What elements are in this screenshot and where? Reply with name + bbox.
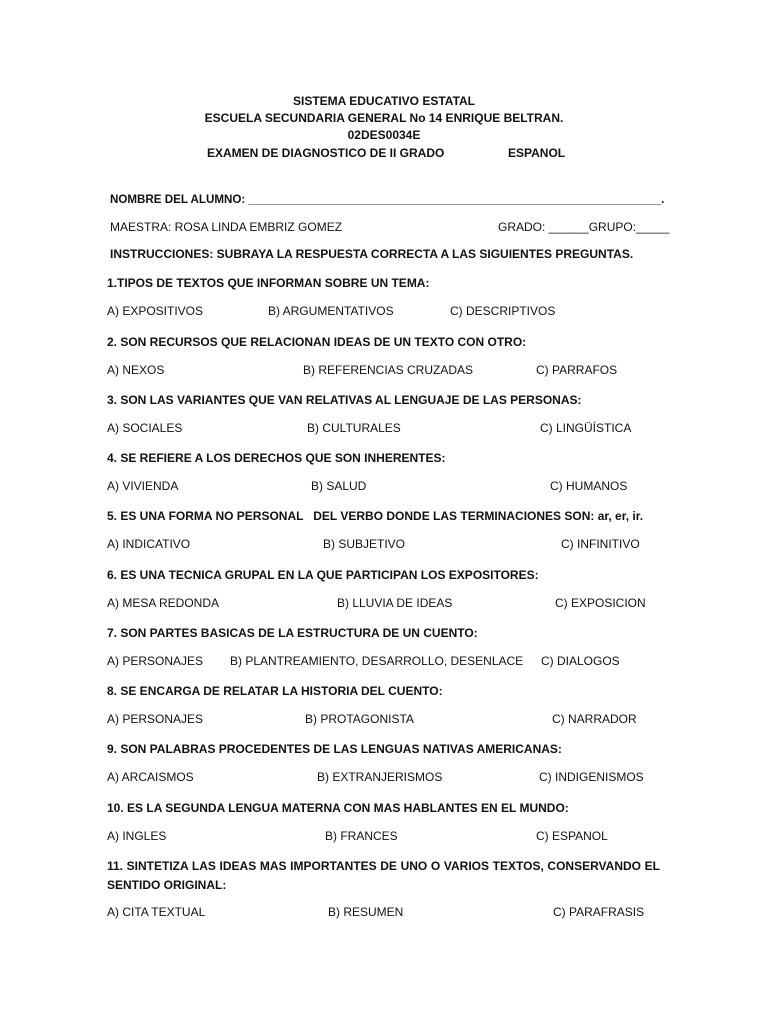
q8-option-b: B) PROTAGONISTA: [305, 712, 414, 726]
teacher-name: MAESTRA: ROSA LINDA EMBRIZ GOMEZ: [110, 220, 343, 234]
student-name-line: NOMBRE DEL ALUMNO: ________________________________________________________________.: [110, 193, 665, 206]
q6-option-a: A) MESA REDONDA: [107, 596, 220, 610]
header-line-1: SISTEMA EDUCATIVO ESTATAL: [293, 94, 475, 108]
q4-option-c: C) HUMANOS: [550, 479, 628, 493]
grade-group-line: GRADO: ______GRUPO:_____: [498, 220, 670, 234]
question-5: 5. ES UNA FORMA NO PERSONAL DEL VERBO DONDE LAS TERMINACIONES SON: ar, er, ir.: [107, 509, 644, 523]
q4-option-b: B) SALUD: [311, 479, 367, 493]
question-6: 6. ES UNA TECNICA GRUPAL EN LA QUE PARTICIPAN LOS EXPOSITORES:: [107, 568, 539, 582]
question-3: 3. SON LAS VARIANTES QUE VAN RELATIVAS AL LENGUAJE DE LAS PERSONAS:: [107, 393, 582, 407]
q7-option-a: A) PERSONAJES: [107, 654, 204, 668]
q9-option-a: A) ARCAISMOS: [107, 770, 194, 784]
q11-option-c: C) PARAFRASIS: [553, 905, 645, 919]
q9-option-b: B) EXTRANJERISMOS: [317, 770, 443, 784]
q5-option-c: C) INFINITIVO: [561, 537, 640, 551]
question-1: 1.TIPOS DE TEXTOS QUE INFORMAN SOBRE UN TEMA:: [107, 276, 430, 290]
exam-subject: ESPANOL: [508, 146, 566, 160]
q1-option-b: B) ARGUMENTATIVOS: [268, 304, 394, 318]
q1-option-a: A) EXPOSITIVOS: [107, 304, 204, 318]
q3-option-a: A) SOCIALES: [107, 421, 183, 435]
q6-option-b: B) LLUVIA DE IDEAS: [337, 596, 453, 610]
exam-title: EXAMEN DE DIAGNOSTICO DE II GRADO: [207, 146, 445, 160]
q2-option-a: A) NEXOS: [107, 363, 165, 377]
q5-option-b: B) SUBJETIVO: [323, 537, 406, 551]
q9-option-c: C) INDIGENISMOS: [539, 770, 644, 784]
question-9: 9. SON PALABRAS PROCEDENTES DE LAS LENGUAS NATIVAS AMERICANAS:: [107, 742, 562, 756]
question-11: 11. SINTETIZA LAS IDEAS MAS IMPORTANTES DE UNO O VARIOS TEXTOS, CONSERVANDO EL SENTIDO ORIGINAL:: [107, 859, 660, 892]
q1-option-c: C) DESCRIPTIVOS: [450, 304, 556, 318]
q8-option-c: C) NARRADOR: [552, 712, 637, 726]
q7-option-b: B) PLANTREAMIENTO, DESARROLLO, DESENLACE: [230, 654, 524, 668]
question-2: 2. SON RECURSOS QUE RELACIONAN IDEAS DE UN TEXTO CON OTRO:: [107, 335, 527, 349]
question-4: 4. SE REFIERE A LOS DERECHOS QUE SON INHERENTES:: [107, 451, 446, 465]
q2-option-c: C) PARRAFOS: [536, 363, 618, 377]
q6-option-c: C) EXPOSICION: [555, 596, 646, 610]
q3-option-c: C) LINGÜÍSTICA: [540, 421, 632, 435]
header-line-2: ESCUELA SECUNDARIA GENERAL No 14 ENRIQUE BELTRAN.: [204, 111, 564, 125]
q8-option-a: A) PERSONAJES: [107, 712, 204, 726]
q2-option-b: B) REFERENCIAS CRUZADAS: [303, 363, 474, 377]
q10-option-a: A) INGLES: [107, 829, 167, 843]
q10-option-c: C) ESPANOL: [536, 829, 608, 843]
q11-option-b: B) RESUMEN: [328, 905, 404, 919]
header-line-3: 02DES0034E: [347, 128, 421, 142]
question-7: 7. SON PARTES BASICAS DE LA ESTRUCTURA DE UN CUENTO:: [107, 626, 478, 640]
q11-option-a: A) CITA TEXTUAL: [107, 905, 206, 919]
q7-option-c: C) DIALOGOS: [541, 654, 620, 668]
question-10: 10. ES LA SEGUNDA LENGUA MATERNA CON MAS HABLANTES EN EL MUNDO:: [107, 801, 569, 815]
question-8: 8. SE ENCARGA DE RELATAR LA HISTORIA DEL CUENTO:: [107, 684, 443, 698]
instructions: INSTRUCCIONES: SUBRAYA LA RESPUESTA CORRECTA A LAS SIGUIENTES PREGUNTAS.: [110, 247, 634, 261]
q5-option-a: A) INDICATIVO: [107, 537, 191, 551]
q4-option-a: A) VIVIENDA: [107, 479, 179, 493]
q3-option-b: B) CULTURALES: [307, 421, 401, 435]
q10-option-b: B) FRANCES: [325, 829, 398, 843]
